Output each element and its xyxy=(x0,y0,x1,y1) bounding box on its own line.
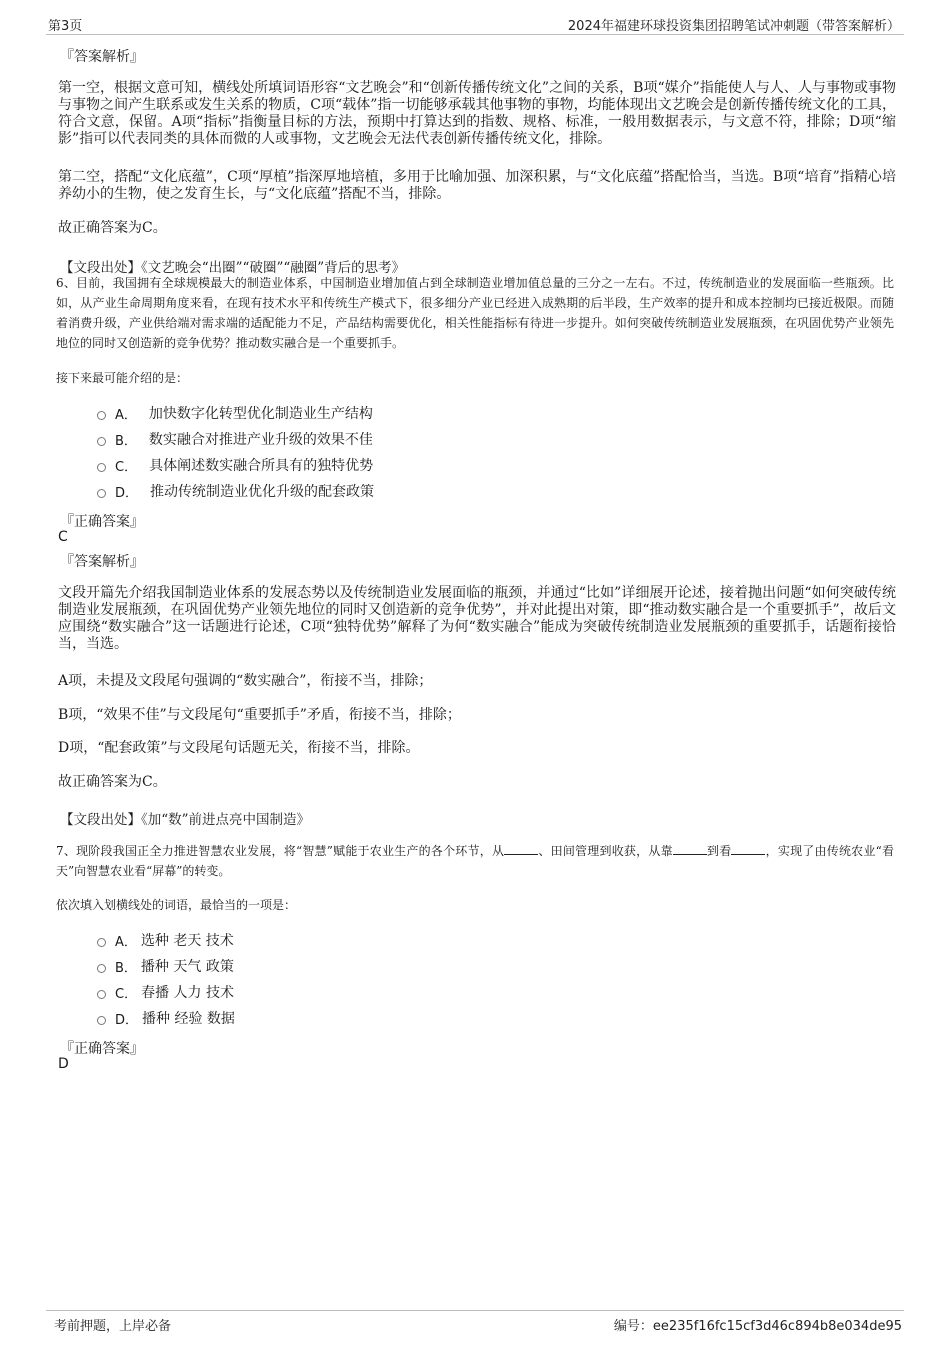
option-text: 春播 人力 技术 xyxy=(141,985,234,1001)
document-code xyxy=(614,1315,902,1334)
q5-source: 【文段出处】《文艺晚会“出圈”“破圈”“融圈”背后的思考》 xyxy=(60,260,406,276)
option-text: 选种 老天 技术 xyxy=(140,933,234,949)
q6-option-d[interactable] xyxy=(97,482,374,500)
q7-stem-part-4: ，实现了由传统农业“看天”向智慧农业看“屏幕”的转变。 xyxy=(56,844,894,878)
radio-icon[interactable] xyxy=(97,964,106,973)
option-text: 加快数字化转型优化制造业生产结构 xyxy=(148,406,373,422)
radio-icon[interactable] xyxy=(97,489,106,498)
code-label: 编号： xyxy=(613,1319,653,1334)
q7-prompt: 依次填入划横线处的词语，最恰当的一项是： xyxy=(56,898,297,912)
q6-analysis-para-1: 文段开篇先介绍我国制造业体系的发展态势以及传统制造业发展面临的瓶颈，并通过“比如”详细展开论述，接着抛出问题“如何突破传统制造业发展瓶颈，在巩固优势产业领先地位的同时又创造新的竞争优势”，并对此提出对策，即“推动数实融合是一个重要抓手”，故后文应围绕“数实融合”这一话题进行论述，C项“独特优势”解释了为何“数实融合”能成为突破传统制造业发展瓶颈的重要抓手，话题衔接恰当，当选。 xyxy=(58,585,896,652)
radio-icon[interactable] xyxy=(97,938,106,947)
q5-analysis-label: 『答案解析』 xyxy=(60,49,144,65)
q6-option-a[interactable] xyxy=(97,404,373,422)
code-value: ee235f16fc15cf3d46c894b8e034de95 xyxy=(652,1319,902,1334)
page-header xyxy=(46,14,904,35)
q7-option-a[interactable] xyxy=(97,931,234,949)
q6-analysis-line-a: A项，未提及文段尾句强调的“数实融合”，衔接不当，排除； xyxy=(58,673,433,689)
option-letter: B． xyxy=(115,960,137,976)
option-text: 播种 天气 政策 xyxy=(140,959,234,975)
q7-correct-answer: D xyxy=(58,1056,69,1072)
radio-icon[interactable] xyxy=(97,437,106,446)
q6-option-b[interactable] xyxy=(97,430,373,448)
page-footer xyxy=(46,1310,904,1334)
option-text: 推动传统制造业优化升级的配套政策 xyxy=(150,484,375,500)
q5-analysis-para-1: 第一空，根据文意可知，横线处所填词语形容“文艺晚会”和“创新传播传统文化”之间的关系，B项“媒介”指能使人与人、人与事物或事物与事物之间产生联系或发生关系的物质，C项“载体”指一切能够承载其他事物的事物，均能体现出文艺晚会是创新传播传统文化的工具，符合文意，保留。A项“指标”指衡量目标的方法，预期中打算达到的指数、规格、标准，一般用数据表示，与文意不符，排除；D项“缩影”指可以代表同类的具体而微的人或事物，文艺晚会无法代表创新传播传统文化，排除。 xyxy=(58,80,896,147)
option-letter: A． xyxy=(115,407,137,423)
option-letter: A． xyxy=(115,934,137,950)
q7-option-b[interactable] xyxy=(97,957,234,975)
q7-stem-part-3: 到看 xyxy=(706,844,732,858)
q6-stem: 6、目前，我国拥有全球规模最大的制造业体系，中国制造业增加值占到全球制造业增加值总量的三分之一左右。不过，传统制造业的发展面临一些瓶颈。比如，从产业生命周期角度来看，在现有技术水平和传统生产模式下，很多细分产业已经进入成熟期的后半段，生产效率的提升和成本控制均已接近极限。而随着消费升级，产业供给端对需求端的适配能力不足，产品结构需要优化，相关性能指标有待进一步提升。如何突破传统制造业发展瓶颈，在巩固优势产业领先地位的同时又创造新的竞争优势？推动数实融合是一个重要抓手。 xyxy=(56,276,894,350)
q5-conclusion: 故正确答案为C。 xyxy=(58,220,167,236)
radio-icon[interactable] xyxy=(97,411,106,420)
q7-stem xyxy=(56,841,894,881)
page-number: 第3页 xyxy=(48,19,83,34)
q6-correct-label: 『正确答案』 xyxy=(60,514,144,530)
q7-stem-part-1: 7、现阶段我国正全力推进智慧农业发展，将“智慧”赋能于农业生产的各个环节，从 xyxy=(56,844,505,858)
q7-option-c[interactable] xyxy=(97,983,234,1001)
q6-correct-answer: C xyxy=(58,529,68,545)
option-letter: D． xyxy=(115,485,139,501)
document-title: 2024年福建环球投资集团招聘笔试冲刺题（带答案解析） xyxy=(567,19,900,34)
option-letter: B． xyxy=(115,433,137,449)
option-letter: C． xyxy=(115,459,138,475)
option-letter: C． xyxy=(115,986,138,1002)
fill-blank-1 xyxy=(504,842,538,855)
radio-icon[interactable] xyxy=(97,1016,106,1025)
option-text: 播种 经验 数据 xyxy=(142,1011,235,1027)
q6-analysis-line-d: D项，“配套政策”与文段尾句话题无关，衔接不当，排除。 xyxy=(58,740,420,756)
footer-slogan: 考前押题，上岸必备 xyxy=(54,1319,172,1334)
radio-icon[interactable] xyxy=(97,463,106,472)
q7-correct-label: 『正确答案』 xyxy=(60,1041,144,1057)
fill-blank-2 xyxy=(673,842,707,855)
option-text: 具体阐述数实融合所具有的独特优势 xyxy=(149,458,374,474)
q6-analysis-line-b: B项，“效果不佳”与文段尾句“重要抓手”矛盾，衔接不当，排除； xyxy=(58,707,461,723)
option-letter: D． xyxy=(115,1012,139,1028)
q6-conclusion: 故正确答案为C。 xyxy=(58,774,167,790)
fill-blank-3 xyxy=(731,842,765,855)
q6-analysis-label: 『答案解析』 xyxy=(60,554,144,570)
q6-prompt: 接下来最可能介绍的是： xyxy=(56,371,189,385)
q6-option-c[interactable] xyxy=(97,456,373,474)
radio-icon[interactable] xyxy=(97,990,106,999)
q5-analysis-para-2: 第二空，搭配“文化底蕴”，C项“厚植”指深厚地培植，多用于比喻加强、加深积累，与“文化底蕴”搭配恰当，当选。B项“培育”指精心培养幼小的生物，使之发育生长，与“文化底蕴”搭配不当，排除。 xyxy=(58,169,896,202)
q6-source: 【文段出处】《加“数”前进点亮中国制造》 xyxy=(60,812,311,828)
q7-stem-part-2: 、田间管理到收获，从靠 xyxy=(538,844,673,858)
q7-option-d[interactable] xyxy=(97,1009,235,1027)
option-text: 数实融合对推进产业升级的效果不佳 xyxy=(148,432,373,448)
